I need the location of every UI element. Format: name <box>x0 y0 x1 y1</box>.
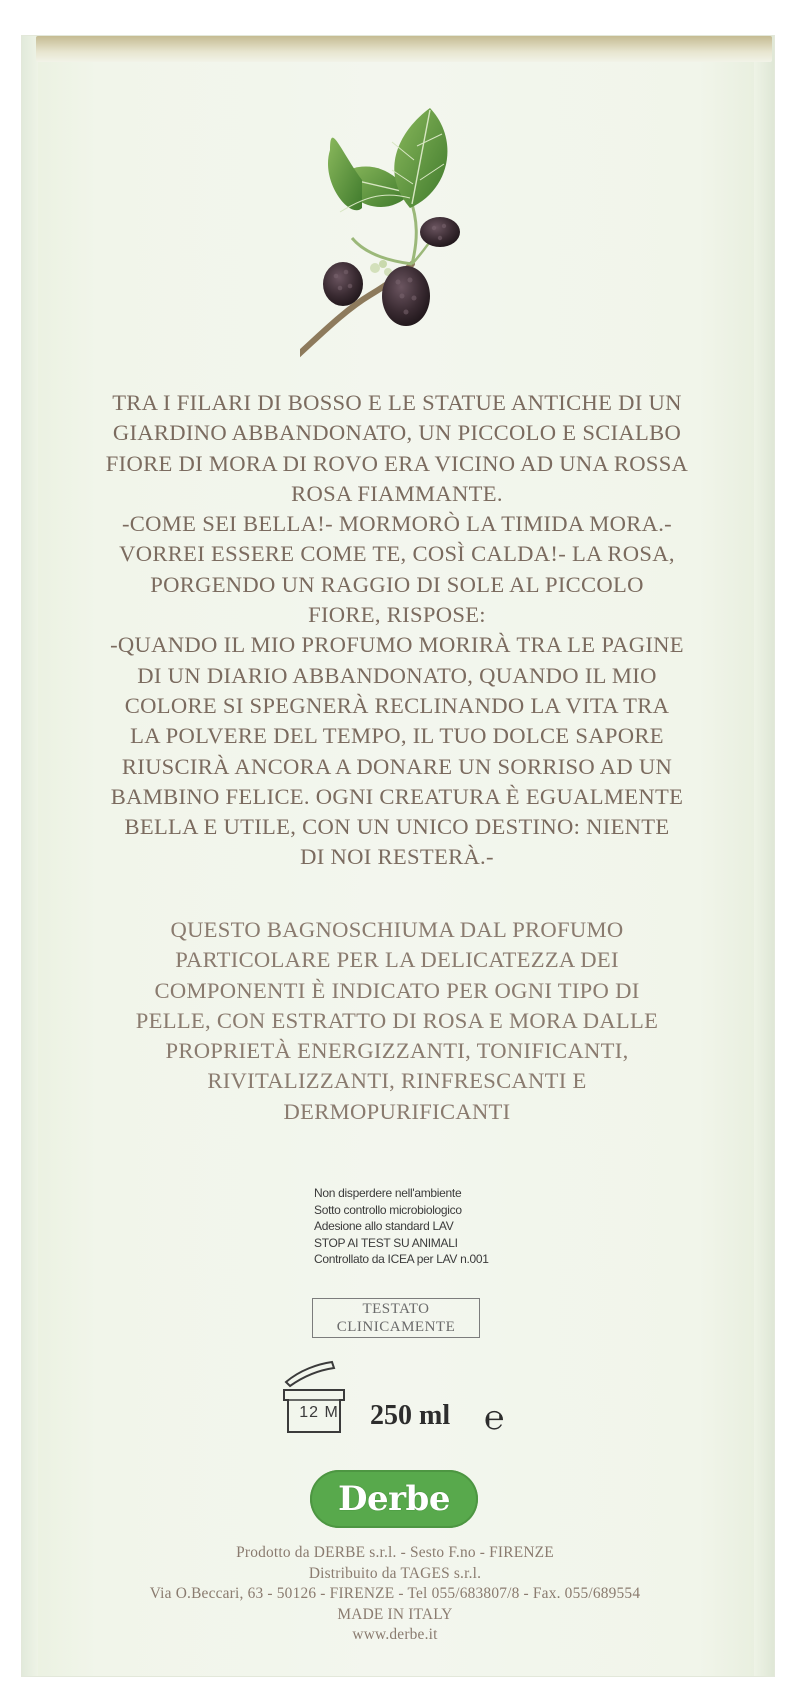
description-line: PROPRIETÀ ENERGIZZANTI, TONIFICANTI, <box>165 1038 629 1064</box>
footer-line: Distribuito da TAGES s.r.l. <box>308 1564 482 1582</box>
footer-line: www.derbe.it <box>352 1626 438 1643</box>
description-line: QUESTO BAGNOSCHIUMA DAL PROFUMO <box>170 917 624 942</box>
product-description <box>62 915 732 1127</box>
tested-line: CLINICAMENTE <box>336 1319 456 1335</box>
description-line: DERMOPURIFICANTI <box>283 1098 511 1124</box>
description-line: RIVITALIZZANTI, RINFRESCANTI E <box>207 1068 587 1094</box>
story-line: DI NOI RESTERÀ.- <box>300 844 494 870</box>
story-line: GIARDINO ABBANDONATO, UN PICCOLO E SCIALBO <box>112 420 682 446</box>
story-line: BELLA E UTILE, CON UN UNICO DESTINO: NIENTE <box>124 814 670 840</box>
manufacturer-info <box>70 1543 720 1646</box>
brand-logo <box>310 1470 478 1528</box>
pao-label: 12 M <box>299 1404 339 1421</box>
story-line: LA POLVERE DEL TEMPO, IL TUO DOLCE SAPORE <box>130 723 664 749</box>
tested-line: TESTATO <box>362 1301 430 1317</box>
description-line: PARTICOLARE PER LA DELICATEZZA DEI <box>175 947 619 973</box>
clinically-tested-badge <box>312 1298 480 1338</box>
description-line: COMPONENTI È INDICATO PER OGNI TIPO DI <box>154 977 640 1003</box>
footer-line: Prodotto da DERBE s.r.l. - Sesto F.no - FIRENZE <box>236 1544 554 1561</box>
product-notes <box>314 1185 514 1268</box>
story-line: RIUSCIRÀ ANCORA A DONARE UN SORRISO AD UN <box>121 753 673 779</box>
story-line: PORGENDO UN RAGGIO DI SOLE AL PICCOLO <box>150 571 644 597</box>
story-line: -COME SEI BELLA!- MORMORÒ LA TIMIDA MORA.- <box>121 511 673 537</box>
note-line: STOP AI TEST SU ANIMALI <box>314 1235 458 1250</box>
story-line: VORREI ESSERE COME TE, COSÌ CALDA!- LA ROSA, <box>119 541 675 567</box>
open-jar-pao-icon <box>270 1360 354 1436</box>
brand-name: Derbe <box>338 1479 450 1519</box>
mulberry-branch-illustration <box>300 100 520 390</box>
story-line: FIORE DI MORA DI ROVO ERA VICINO AD UNA ROSSA <box>105 450 689 476</box>
footer-line: Via O.Beccari, 63 - 50126 - FIRENZE - Tel 055/683807/8 - Fax. 055/689554 <box>149 1585 641 1602</box>
package-top-flap <box>36 36 772 62</box>
story-line: COLORE SI SPEGNERÀ RECLINANDO LA VITA TRA <box>124 692 670 718</box>
story-line: ROSA FIAMMANTE. <box>291 480 503 506</box>
note-line: Non disperdere nell'ambiente <box>314 1186 462 1200</box>
story-line: TRA I FILARI DI BOSSO E LE STATUE ANTICHE DI UN <box>112 390 682 415</box>
story-line: DI UN DIARIO ABBANDONATO, QUANDO IL MIO <box>137 662 657 688</box>
note-line: Sotto controllo microbiologico <box>314 1202 462 1217</box>
panel-left-edge <box>22 36 38 1676</box>
estimated-sign-icon: ℮ <box>484 1398 505 1438</box>
description-line: PELLE, CON ESTRATTO DI ROSA E MORA DALLE <box>135 1007 659 1033</box>
volume-label: 250 ml <box>370 1400 451 1431</box>
note-line: Controllato da ICEA per LAV n.001 <box>314 1252 489 1267</box>
story-line: FIORE, RISPOSE: <box>308 602 486 628</box>
story-line: -QUANDO IL MIO PROFUMO MORIRÀ TRA LE PAGINE <box>110 632 684 658</box>
note-line: Adesione allo standard LAV <box>314 1219 454 1234</box>
panel-right-edge <box>754 36 774 1676</box>
story-line: BAMBINO FELICE. OGNI CREATURA È EGUALMENTE <box>110 783 684 809</box>
story-text <box>62 388 732 873</box>
footer-line: MADE IN ITALY <box>337 1605 453 1623</box>
